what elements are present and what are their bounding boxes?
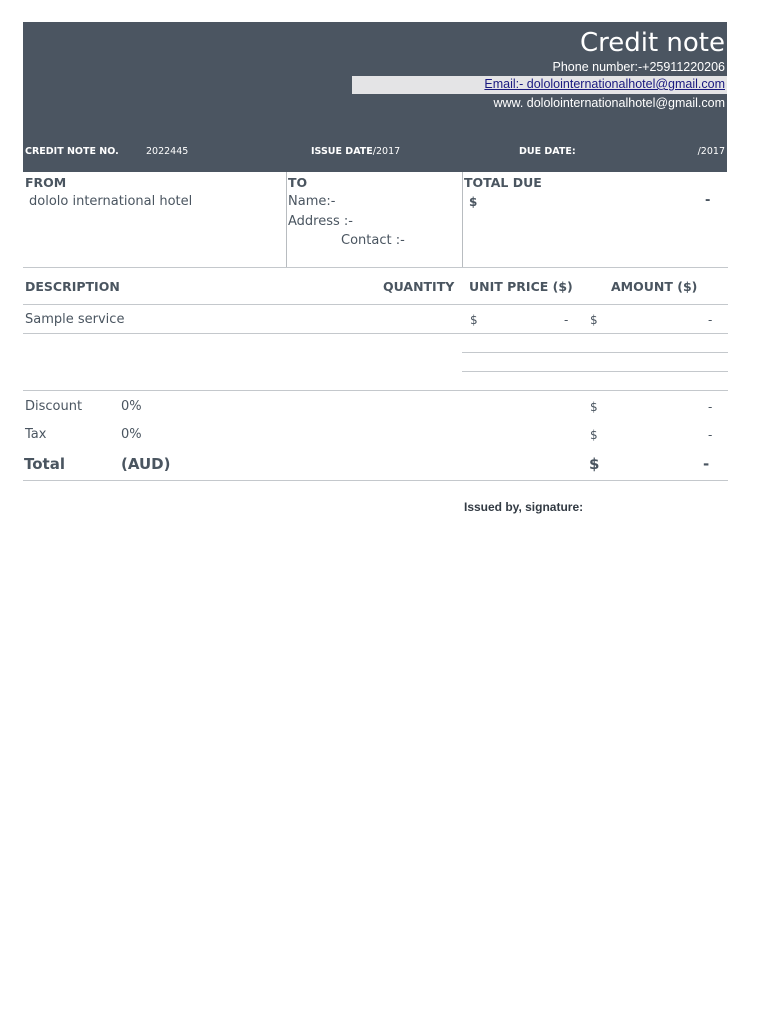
empty-row-rule-2	[462, 371, 728, 372]
total-currency-code: (AUD)	[121, 455, 171, 473]
unit-price-header: UNIT PRICE ($)	[469, 279, 573, 294]
to-contact: Contact :-	[341, 233, 405, 248]
total-due-value: -	[705, 193, 711, 208]
description-header: DESCRIPTION	[25, 279, 120, 294]
total-label: Total	[24, 455, 65, 473]
row-amount: -	[708, 313, 713, 327]
tax-currency: $	[590, 428, 598, 442]
issue-date-label: ISSUE DATE	[311, 146, 373, 157]
amount-header: AMOUNT ($)	[611, 279, 698, 294]
summary-bottom-rule	[23, 480, 728, 481]
website: www. dololointernationalhotel@gmail.com	[493, 96, 725, 110]
table-header-rule	[23, 304, 728, 305]
tax-rate: 0%	[121, 427, 142, 442]
signature-label: Issued by, signature:	[464, 500, 584, 514]
discount-currency: $	[590, 400, 598, 414]
discount-label: Discount	[25, 399, 83, 414]
email-cell	[352, 76, 727, 94]
credit-note-number-label: CREDIT NOTE NO.	[25, 146, 119, 157]
divider-from-to	[286, 172, 287, 268]
total-due-label: TOTAL DUE	[464, 175, 542, 190]
email-link[interactable]: Email:- dololointernationalhotel@gmail.com	[484, 77, 725, 91]
document-header	[23, 22, 727, 172]
table-bottom-rule	[23, 390, 728, 391]
from-label: FROM	[25, 175, 67, 190]
phone-number: Phone number:-+25911220206	[552, 60, 725, 74]
due-date-value: /2017	[697, 146, 725, 157]
document-title: Credit note	[579, 28, 725, 58]
tax-value: -	[708, 428, 713, 442]
from-value: dololo international hotel	[29, 194, 193, 209]
quantity-header: QUANTITY	[383, 279, 455, 294]
parties-bottom-rule	[23, 267, 728, 268]
issue-date	[311, 146, 400, 157]
row-rule	[23, 333, 728, 334]
credit-note-number-value: 2022445	[146, 146, 189, 157]
to-label: TO	[288, 175, 308, 190]
row-unit-currency: $	[470, 313, 478, 327]
row-amount-currency: $	[590, 313, 598, 327]
to-address: Address :-	[288, 214, 353, 229]
discount-rate: 0%	[121, 399, 142, 414]
total-value: -	[703, 455, 710, 473]
tax-label: Tax	[25, 427, 47, 442]
row-description: Sample service	[25, 312, 125, 327]
row-unit-price: -	[564, 313, 569, 327]
issue-date-value: /2017	[372, 146, 401, 157]
divider-to-total	[462, 172, 463, 268]
to-name: Name:-	[288, 194, 336, 209]
empty-row-rule-1	[462, 352, 728, 353]
due-date-label: DUE DATE:	[519, 146, 576, 157]
total-due-currency: $	[469, 195, 478, 209]
total-currency: $	[589, 455, 600, 473]
discount-value: -	[708, 400, 713, 414]
